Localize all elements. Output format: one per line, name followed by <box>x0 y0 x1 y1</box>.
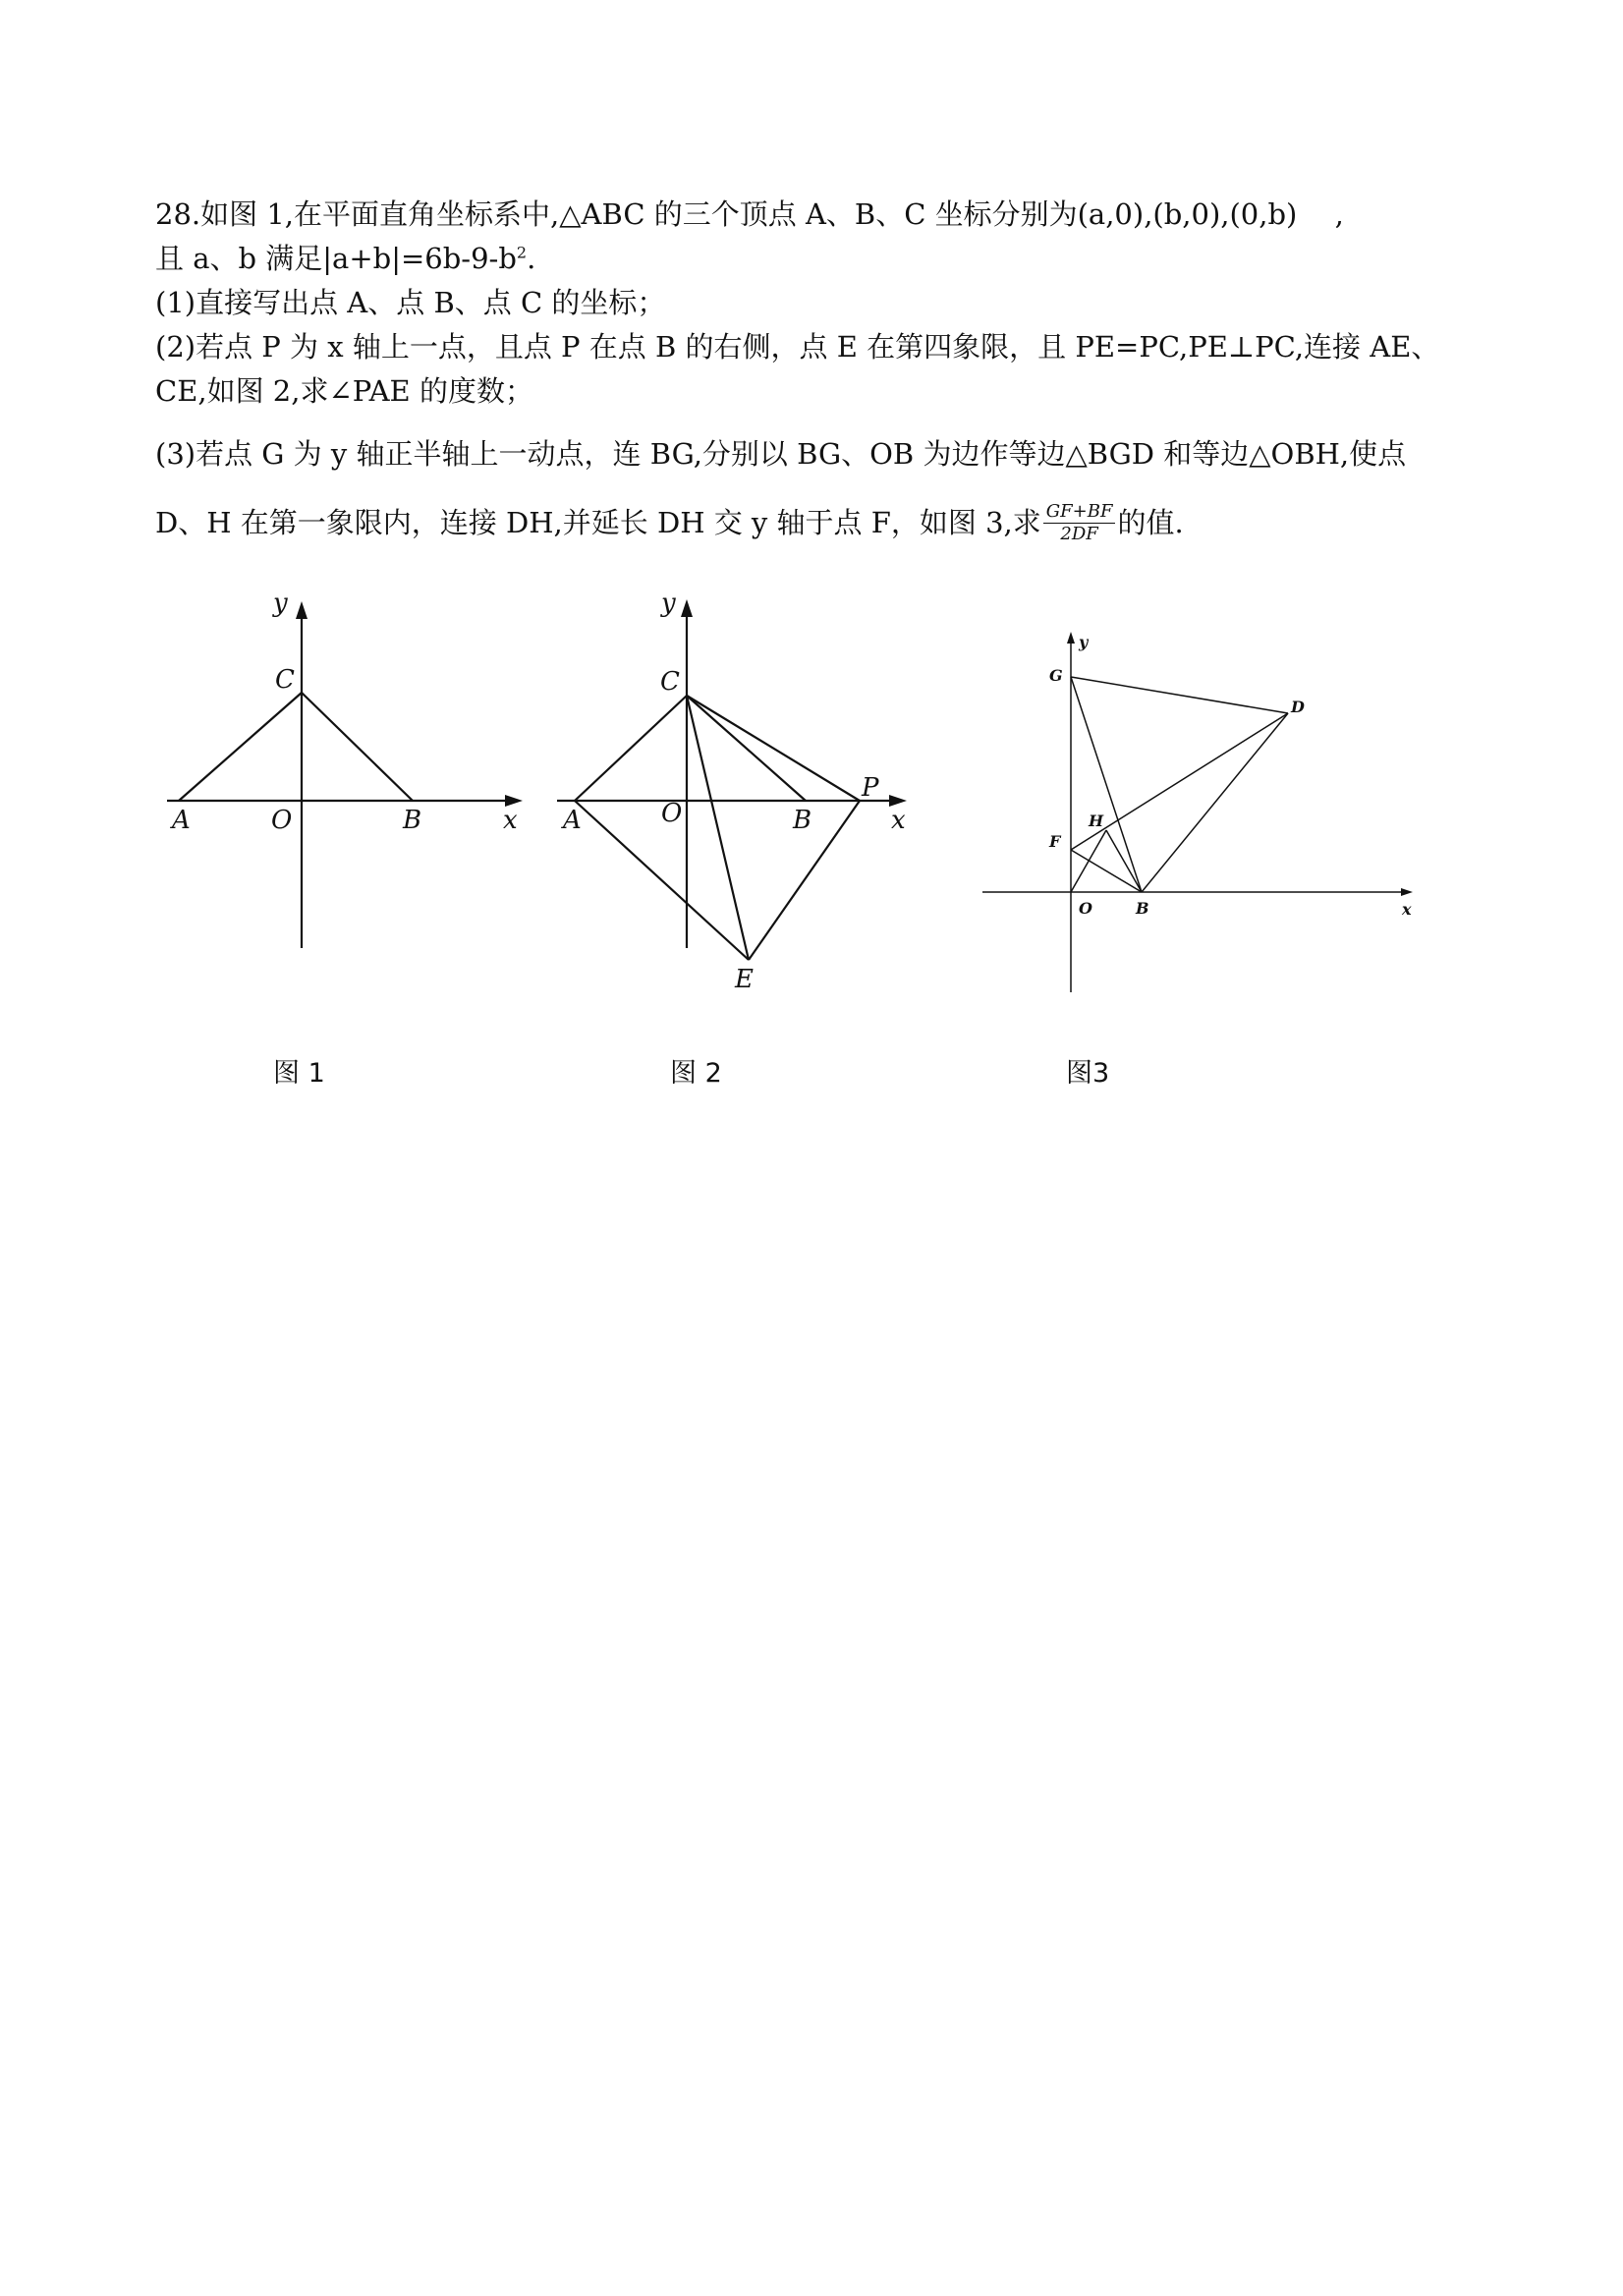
segment-CP <box>687 696 860 801</box>
y-axis-arrow <box>296 601 308 619</box>
part-1: (1)直接写出点 A、点 B、点 C 的坐标； <box>155 286 666 319</box>
problem-line-1: 28.如图 1,在平面直角坐标系中,△ABC 的三个顶点 A、B、C 坐标分别为(a,0),(b,0),(0,b) , <box>155 197 1344 231</box>
label-y: y <box>661 589 676 618</box>
segment-GB <box>1071 677 1142 892</box>
segment-DB <box>1142 713 1288 892</box>
segment-CB <box>302 693 413 801</box>
label-F: F <box>1049 832 1061 851</box>
label-A: A <box>563 806 582 835</box>
figure-1 <box>167 589 531 963</box>
part-3-line-1: (3)若点 G 为 y 轴正半轴上一动点，连 BG,分别以 BG、OB 为边作等边△BGD 和等边△OBH,使点 <box>155 436 1407 471</box>
segment-AC <box>179 693 302 801</box>
segment-CE <box>687 696 749 960</box>
part-3-line-2 <box>155 488 1491 557</box>
problem-text <box>155 193 1491 557</box>
label-x: x <box>891 806 906 835</box>
label-C: C <box>275 665 295 695</box>
caption-figure-3: 图3 <box>1066 1058 1110 1089</box>
label-y: y <box>1079 633 1089 651</box>
label-x: x <box>1402 900 1412 919</box>
label-C: C <box>660 667 680 697</box>
label-x: x <box>503 806 518 835</box>
figure-2 <box>555 589 928 1002</box>
figure-3 <box>973 624 1434 1002</box>
caption-figure-1: 图 1 <box>273 1058 325 1089</box>
part-3-line-2-end: 的值. <box>1117 505 1184 539</box>
part-2-line-2: CE,如图 2,求∠PAE 的度数； <box>155 374 533 408</box>
segment-FB <box>1071 850 1142 892</box>
label-H: H <box>1089 812 1104 830</box>
fraction <box>1043 501 1116 545</box>
exponent: 2 <box>516 243 528 262</box>
segment-AC <box>575 696 687 801</box>
fraction-numerator: GF+BF <box>1043 501 1116 524</box>
label-B: B <box>793 806 812 835</box>
problem-line-2 <box>155 237 1491 281</box>
label-O: O <box>661 799 683 828</box>
label-B: B <box>403 806 422 835</box>
condition-end: . <box>527 242 536 275</box>
label-E: E <box>735 965 754 994</box>
label-O: O <box>271 806 293 835</box>
segment-FD <box>1071 713 1288 850</box>
part-3-line-2-text: D、H 在第一象限内，连接 DH,并延长 DH 交 y 轴于点 F，如图 3,求 <box>155 505 1041 539</box>
condition-text: 且 a、b 满足|a+b|=6b-9-b <box>155 242 517 275</box>
y-axis-arrow <box>1067 632 1075 644</box>
label-D: D <box>1291 698 1305 716</box>
label-P: P <box>862 773 879 803</box>
segment-GD <box>1071 677 1288 713</box>
label-B: B <box>1136 899 1149 918</box>
y-axis-arrow <box>681 599 693 617</box>
x-axis-arrow <box>1401 888 1413 896</box>
label-G: G <box>1049 666 1063 685</box>
caption-figure-2: 图 2 <box>670 1058 722 1089</box>
label-A: A <box>172 806 191 835</box>
segment-CB <box>687 696 806 801</box>
fraction-denominator: 2DF <box>1060 523 1098 544</box>
label-O: O <box>1079 899 1092 918</box>
label-y: y <box>273 589 288 618</box>
part-2-line-1: (2)若点 P 为 x 轴上一点，且点 P 在点 B 的右侧，点 E 在第四象限，且 PE=PC,PE⊥PC,连接 AE、 <box>155 330 1440 364</box>
